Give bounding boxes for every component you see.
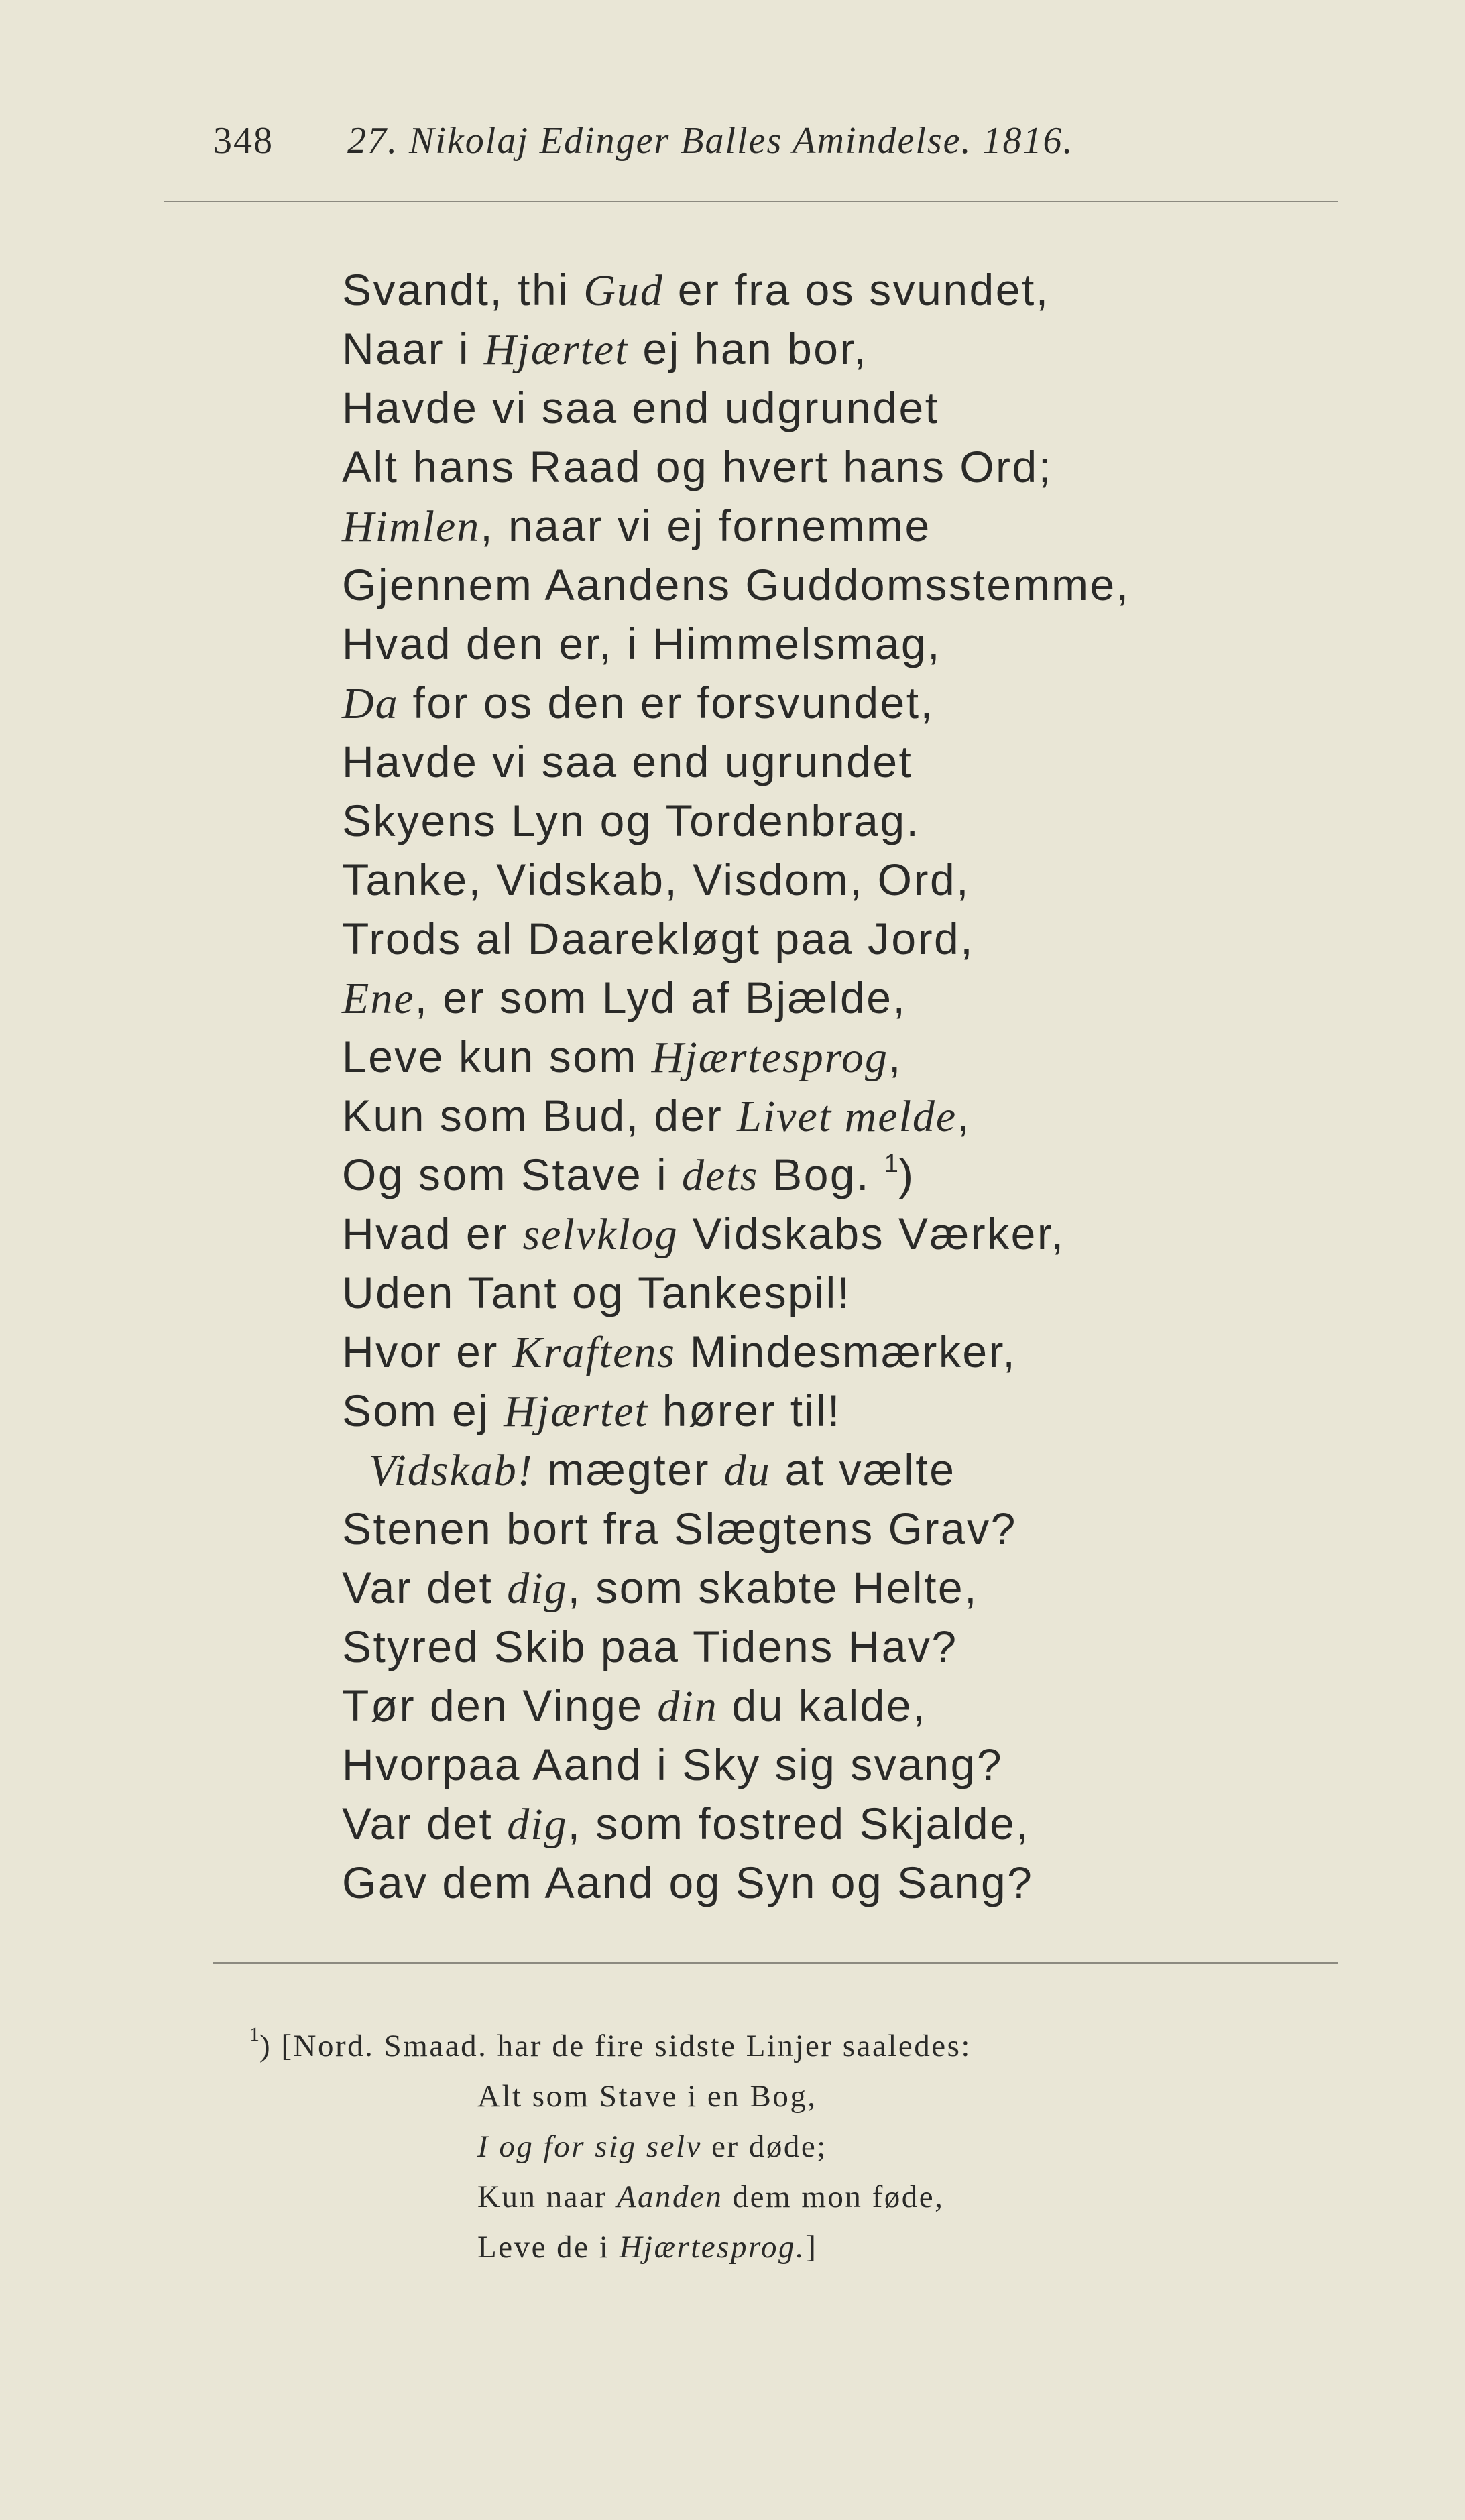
- poem-line: Som ej Hjærtet hører til!: [342, 1386, 841, 1436]
- footnote-line: Leve de i Hjærtesprog.]: [477, 2230, 818, 2265]
- footnote-marker: 1: [884, 1150, 898, 1178]
- poem-line: Hvad den er, i Himmelsmag,: [342, 619, 941, 668]
- footnote-line: I og for sig selv er døde;: [477, 2129, 827, 2164]
- poem-line: Alt hans Raad og hvert hans Ord;: [342, 442, 1053, 491]
- poem-line: Hvad er selvklog Vidskabs Værker,: [342, 1209, 1065, 1259]
- poem-line: Havde vi saa end udgrundet: [342, 383, 939, 432]
- footnote-intro: $^1$) [Nord. Smaad. har de fire sidste Linjer saaledes:: [249, 2023, 972, 2063]
- poem-line: Da for os den er forsvundet,: [342, 678, 935, 728]
- poem-line: Havde vi saa end ugrundet: [342, 737, 913, 786]
- poem-line: Ene, er som Lyd af Bjælde,: [342, 973, 907, 1023]
- poem-line: Og som Stave i dets Bog. $^1$): [342, 1150, 915, 1200]
- poem-line: Hvorpaa Aand i Sky sig svang?: [342, 1740, 1004, 1789]
- footnote-line: Kun naar Aanden dem mon føde,: [477, 2179, 945, 2214]
- header-rule: [164, 201, 1338, 202]
- poem-line: Styred Skib paa Tidens Hav?: [342, 1622, 958, 1671]
- running-title: 27. Nikolaj Edinger Balles Amindelse. 1816.: [347, 120, 1074, 162]
- footnote: [249, 2021, 1322, 2273]
- poem-line: Tør den Vinge din du kalde,: [342, 1681, 927, 1731]
- poem-line: Trods al Daarekløgt paa Jord,: [342, 914, 975, 963]
- running-header: [213, 119, 1340, 180]
- poem-line: Kun som Bud, der Livet melde,: [342, 1091, 972, 1141]
- footnote-rule: [213, 1962, 1338, 1964]
- poem-line: Svandt, thi Gud er fra os svundet,: [342, 265, 1050, 315]
- poem-line: Stenen bort fra Slægtens Grav?: [342, 1504, 1017, 1553]
- poem-line: Naar i Hjærtet ej han bor,: [342, 324, 868, 374]
- poem-line: Gav dem Aand og Syn og Sang?: [342, 1858, 1034, 1907]
- poem: [342, 260, 1321, 1912]
- poem-line: Leve kun som Hjærtesprog,: [342, 1032, 902, 1082]
- poem-line: Skyens Lyn og Tordenbrag.: [342, 796, 921, 845]
- page-number: 348: [213, 120, 274, 162]
- poem-line: Var det dig, som skabte Helte,: [342, 1563, 978, 1613]
- poem-line: Gjennem Aandens Guddomsstemme,: [342, 560, 1130, 609]
- poem-line: Tanke, Vidskab, Visdom, Ord,: [342, 855, 970, 904]
- poem-line: Himlen, naar vi ej fornemme: [342, 501, 931, 551]
- poem-line: Vidskab! mægter du at vælte: [369, 1445, 956, 1495]
- poem-line: Hvor er Kraftens Mindesmærker,: [342, 1327, 1017, 1377]
- poem-line: Uden Tant og Tankespil!: [342, 1268, 852, 1317]
- poem-line: Var det dig, som fostred Skjalde,: [342, 1799, 1031, 1849]
- footnote-line: Alt som Stave i en Bog,: [477, 2079, 817, 2114]
